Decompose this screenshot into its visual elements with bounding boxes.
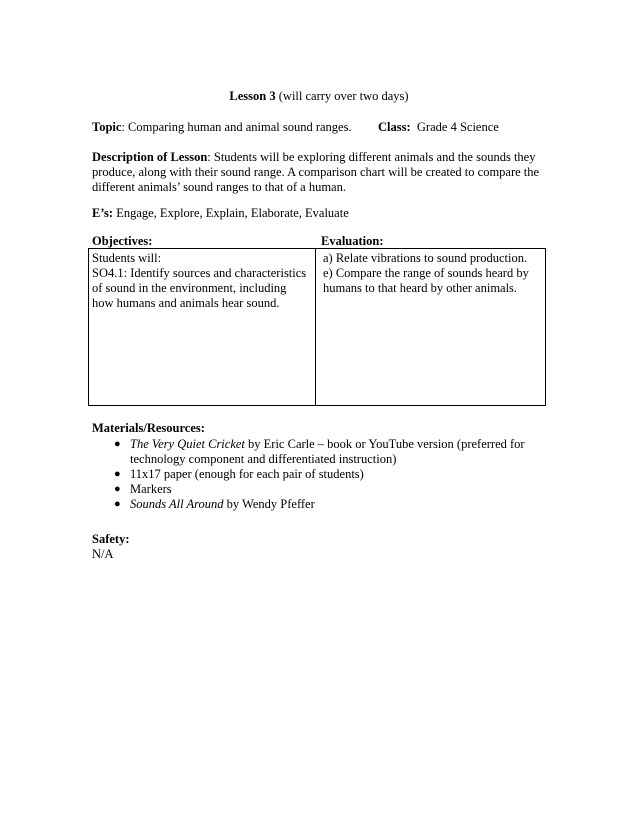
- lesson-title-note: (will carry over two days): [278, 89, 409, 103]
- material-text: by Wendy Pfeffer: [223, 497, 315, 511]
- topic-value: : Comparing human and animal sound ranges.: [121, 120, 352, 134]
- material-text: Markers: [130, 482, 172, 496]
- class-label: Class:: [378, 120, 411, 134]
- lesson-title-label: Lesson 3: [229, 89, 276, 103]
- bullet-icon: ●: [114, 468, 121, 480]
- list-item: [92, 467, 552, 482]
- description-label: Description of Lesson: [92, 150, 208, 164]
- material-title: Sounds All Around: [130, 497, 224, 511]
- es-label: E’s:: [92, 206, 114, 220]
- table-divider: [315, 249, 316, 405]
- es-line: [92, 206, 349, 221]
- objectives-intro: Students will:: [92, 251, 162, 265]
- materials-header: Materials/Resources:: [92, 421, 205, 435]
- objectives-header: Objectives:: [92, 234, 153, 248]
- description-paragraph: [92, 150, 552, 195]
- bullet-icon: ●: [114, 498, 121, 510]
- safety-value: N/A: [92, 547, 114, 561]
- list-item: [92, 482, 552, 497]
- bullet-icon: ●: [114, 438, 121, 450]
- objectives-cell: [92, 251, 310, 311]
- objectives-evaluation-table: [88, 248, 546, 406]
- es-value: Engage, Explore, Explain, Elaborate, Evaluate: [116, 206, 349, 220]
- objectives-text: SO4.1: Identify sources and characteristics of sound in the environment, including how humans and animals hear sound.: [92, 266, 307, 310]
- lesson-title: [0, 89, 638, 104]
- topic-line: [92, 120, 352, 135]
- safety-header: Safety:: [92, 532, 130, 546]
- evaluation-cell: [323, 251, 543, 296]
- evaluation-item: e) Compare the range of sounds heard by humans to that heard by other animals.: [323, 266, 529, 295]
- class-value: Grade 4 Science: [416, 120, 499, 134]
- evaluation-header: Evaluation:: [321, 234, 384, 248]
- class-line: [378, 120, 499, 135]
- material-text: by Eric Carle – book or YouTube version (preferred for technology component and differentiated instruction): [130, 437, 525, 466]
- materials-list: [92, 437, 552, 512]
- bullet-icon: ●: [114, 483, 121, 495]
- evaluation-item: a) Relate vibrations to sound production.: [323, 251, 528, 265]
- list-item: [92, 437, 552, 467]
- list-item: [92, 497, 552, 512]
- description-value: : Students will be exploring different animals and the sounds they produce, along with their sound range. A comparison chart will be created to compare the different animals’ sound ranges to that of a human.: [92, 150, 540, 194]
- material-title: The Very Quiet Cricket: [130, 437, 245, 451]
- material-text: 11x17 paper (enough for each pair of students): [130, 467, 364, 481]
- topic-label: Topic: [92, 120, 122, 134]
